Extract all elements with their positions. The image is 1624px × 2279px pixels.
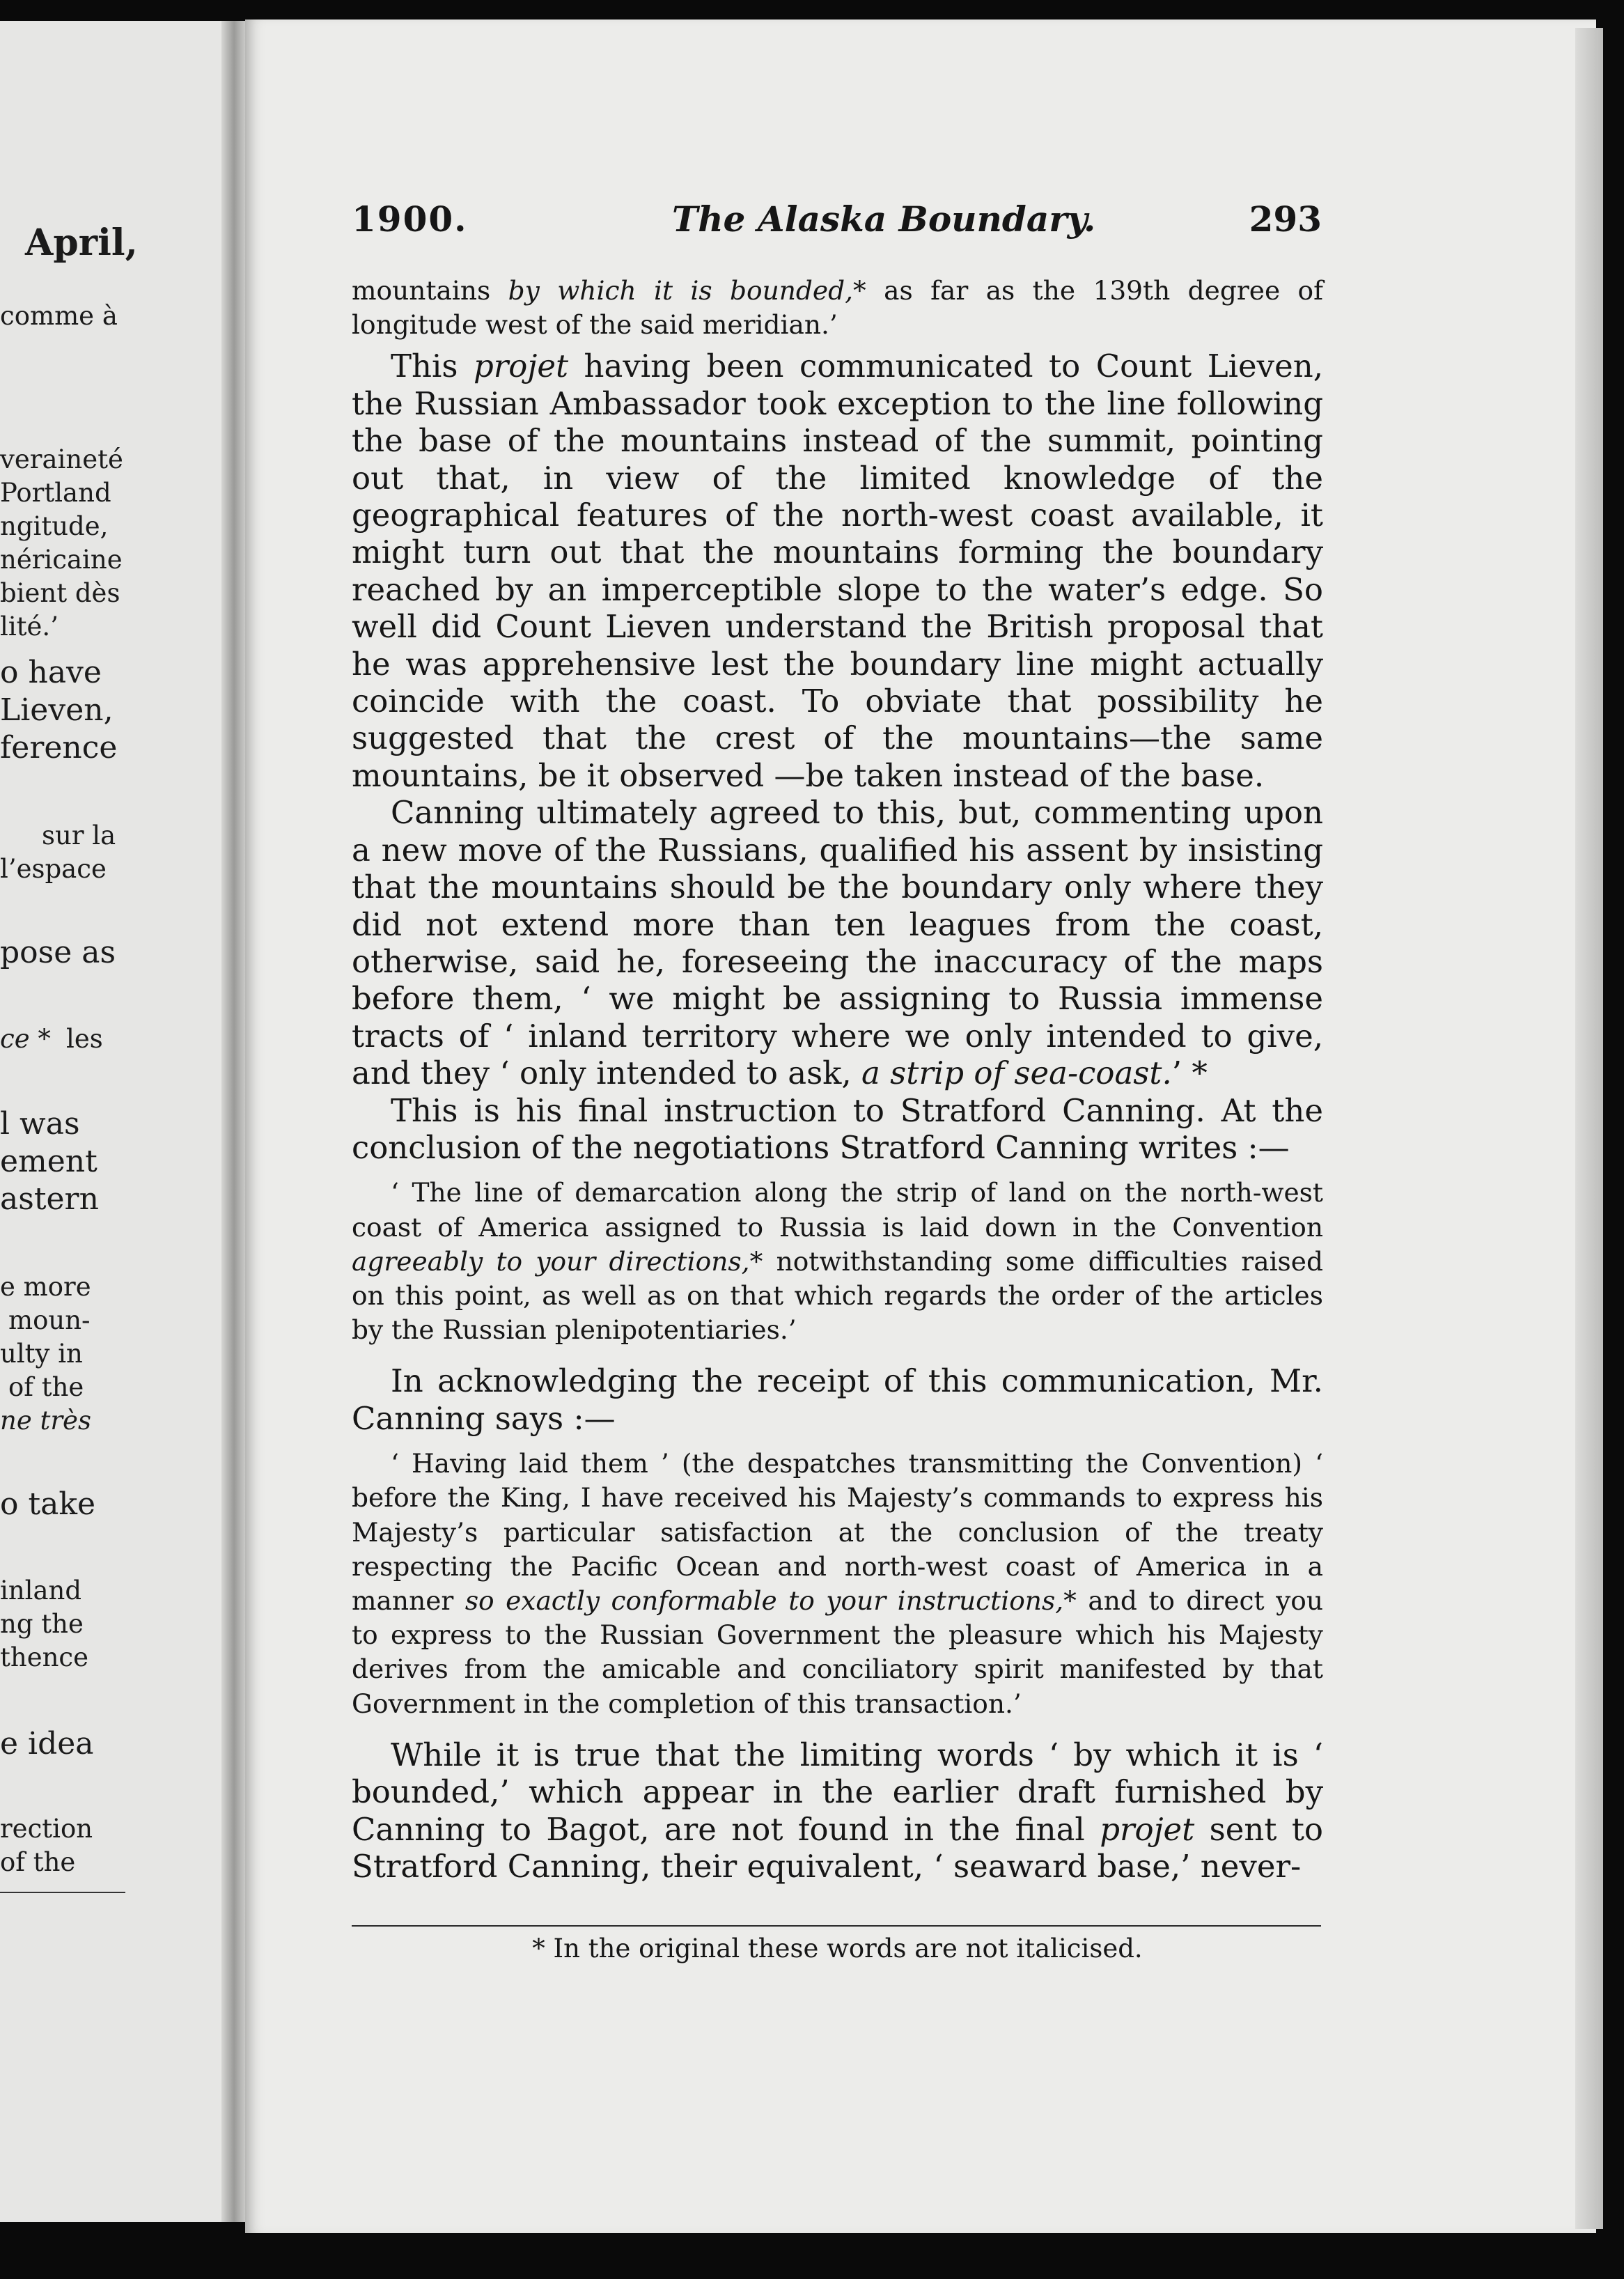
running-header — [352, 199, 1322, 247]
facing-page-text: of the — [0, 1847, 76, 1877]
paragraph — [352, 348, 1323, 794]
text-run: ’ * — [1171, 1055, 1208, 1092]
facing-page-text: l was — [0, 1106, 80, 1142]
text-run: sent to Stratford Canning, their equivalent, ‘ seaward base,’ never- — [352, 1810, 1324, 1885]
facing-page-text: of the — [8, 1372, 84, 1402]
facing-page-text: ng the — [0, 1609, 84, 1639]
italic-run: projet — [1100, 1810, 1195, 1848]
facing-page-text: lité.’ — [0, 612, 58, 641]
page-edge — [1575, 28, 1603, 2229]
facing-page-rule — [0, 1892, 125, 1893]
block-quote — [352, 1447, 1323, 1721]
footnote-rule — [352, 1925, 1321, 1927]
main-text — [352, 274, 1323, 1885]
text-run: * and to direct you to express to the Russian Government the pleasure which his Majesty derives from the amicable and conciliatory spirit manifested by that Government in the completion of this transaction.’ — [352, 1585, 1323, 1719]
text-run: * as far as the 139th degree of longitude west of the said meridian.’ — [352, 275, 1323, 341]
text-run: ‘ Having laid them ’ (the despatches transmitting the Convention) ‘ before the King, I have received his Majesty’s commands to express his Majesty’s particular satisfaction at the conclusion of the treaty respecting the Pacific Ocean and north-west coast of America in a manner — [352, 1448, 1323, 1616]
facing-page-text: les — [66, 1024, 103, 1054]
facing-page-text: April, — [25, 221, 138, 264]
facing-page-text: ulty in — [0, 1339, 83, 1369]
italic-run: a strip of sea-coast. — [861, 1055, 1172, 1092]
facing-page-text: l’espace — [0, 854, 107, 884]
italic-run: agreeably to your directions, — [352, 1245, 750, 1277]
text-run: having been communicated to Count Lieven, the Russian Ambassador took exception to the line following the base of the mountains instead of the summit, pointing out that, in view of the limited knowledge of the geographical features of the north-west coast available, it might turn out that the mountains forming the boundary reached by an imperceptible slope to the water’s edge. So well did Count Lieven understand the British proposal that he was apprehensive lest the boundary line might actually coincide with the coast. To obviate that possibility he suggested that the crest of the mountains—the same mountains, be it observed —be taken instead of the base. — [352, 348, 1323, 794]
text-run: Canning ultimately agreed to this, but, commenting upon a new move of the Russians, qualified his assent by insisting that the mountains should be the boundary only where they did not extend more than ten leagues from the coast, otherwise, said he, foreseeing the inaccuracy of the maps before them, ‘ we might be assigning to Russia immense tracts of ‘ inland territory where we only intended to give, and they ‘ only intended to ask, — [352, 794, 1323, 1092]
footnote: * In the original these words are not italicised. — [532, 1934, 1143, 1963]
facing-page — [0, 21, 233, 2222]
text-run: * notwithstanding some difficulties raised on this point, as well as on that which regards the order of the articles by the Russian plenipotentiaries.’ — [352, 1245, 1324, 1346]
text-run: ‘ The line of demarcation along the strip of land on the north-west coast of America assigned to Russia is laid down in the Convention — [352, 1177, 1323, 1243]
facing-page-text: sur la — [42, 820, 116, 850]
block-quote — [352, 1176, 1323, 1347]
facing-page-text: e more — [0, 1272, 91, 1302]
facing-page-text: inland — [0, 1576, 82, 1605]
facing-page-text: thence — [0, 1642, 89, 1672]
header-title: The Alaska Boundary. — [672, 199, 1096, 240]
facing-page-text: pose as — [0, 935, 116, 970]
page-number: 293 — [1249, 199, 1322, 240]
text-run: mountains — [352, 275, 508, 306]
facing-page-text: néricaine — [0, 545, 123, 575]
facing-page-text: ference — [0, 730, 118, 765]
italic-run: by which it is bounded, — [508, 275, 854, 306]
facing-page-text: ne très — [0, 1406, 91, 1436]
facing-page-text: moun- — [8, 1305, 91, 1335]
facing-page-text: comme à — [0, 301, 118, 331]
facing-page-text: Lieven, — [0, 692, 114, 728]
facing-page-text: bient dès — [0, 578, 120, 608]
facing-page-text: Portland — [0, 478, 111, 508]
header-year: 1900. — [352, 199, 468, 240]
facing-page-text: o take — [0, 1486, 96, 1522]
facing-page-text: astern — [0, 1181, 99, 1217]
facing-page-text: e idea — [0, 1726, 94, 1761]
facing-page-text: ement — [0, 1144, 97, 1179]
text-run: This — [391, 348, 474, 385]
text-run: While it is true that the limiting words ‘ by which it is ‘ bounded,’ which appear in the earlier draft furnished by Canning to Bagot, are not found in the final — [352, 1736, 1323, 1848]
italic-run: projet — [473, 348, 569, 385]
paragraph: In acknowledging the receipt of this communication, Mr. Canning says :— — [352, 1362, 1323, 1437]
paragraph-quote-continuation — [352, 274, 1323, 342]
facing-page-text: veraineté — [0, 444, 123, 474]
facing-page-text: o have — [0, 655, 102, 690]
paragraph — [352, 794, 1323, 1091]
facing-page-text: rection — [0, 1814, 93, 1844]
facing-page-text: ngitude, — [0, 511, 109, 541]
facing-page-text: ce * — [0, 1024, 51, 1054]
italic-run: so exactly conformable to your instructions, — [464, 1585, 1064, 1616]
book-gutter — [221, 21, 247, 2222]
paragraph: This is his final instruction to Stratford Canning. At the conclusion of the negotiations Stratford Canning writes :— — [352, 1091, 1323, 1166]
paragraph — [352, 1736, 1323, 1885]
